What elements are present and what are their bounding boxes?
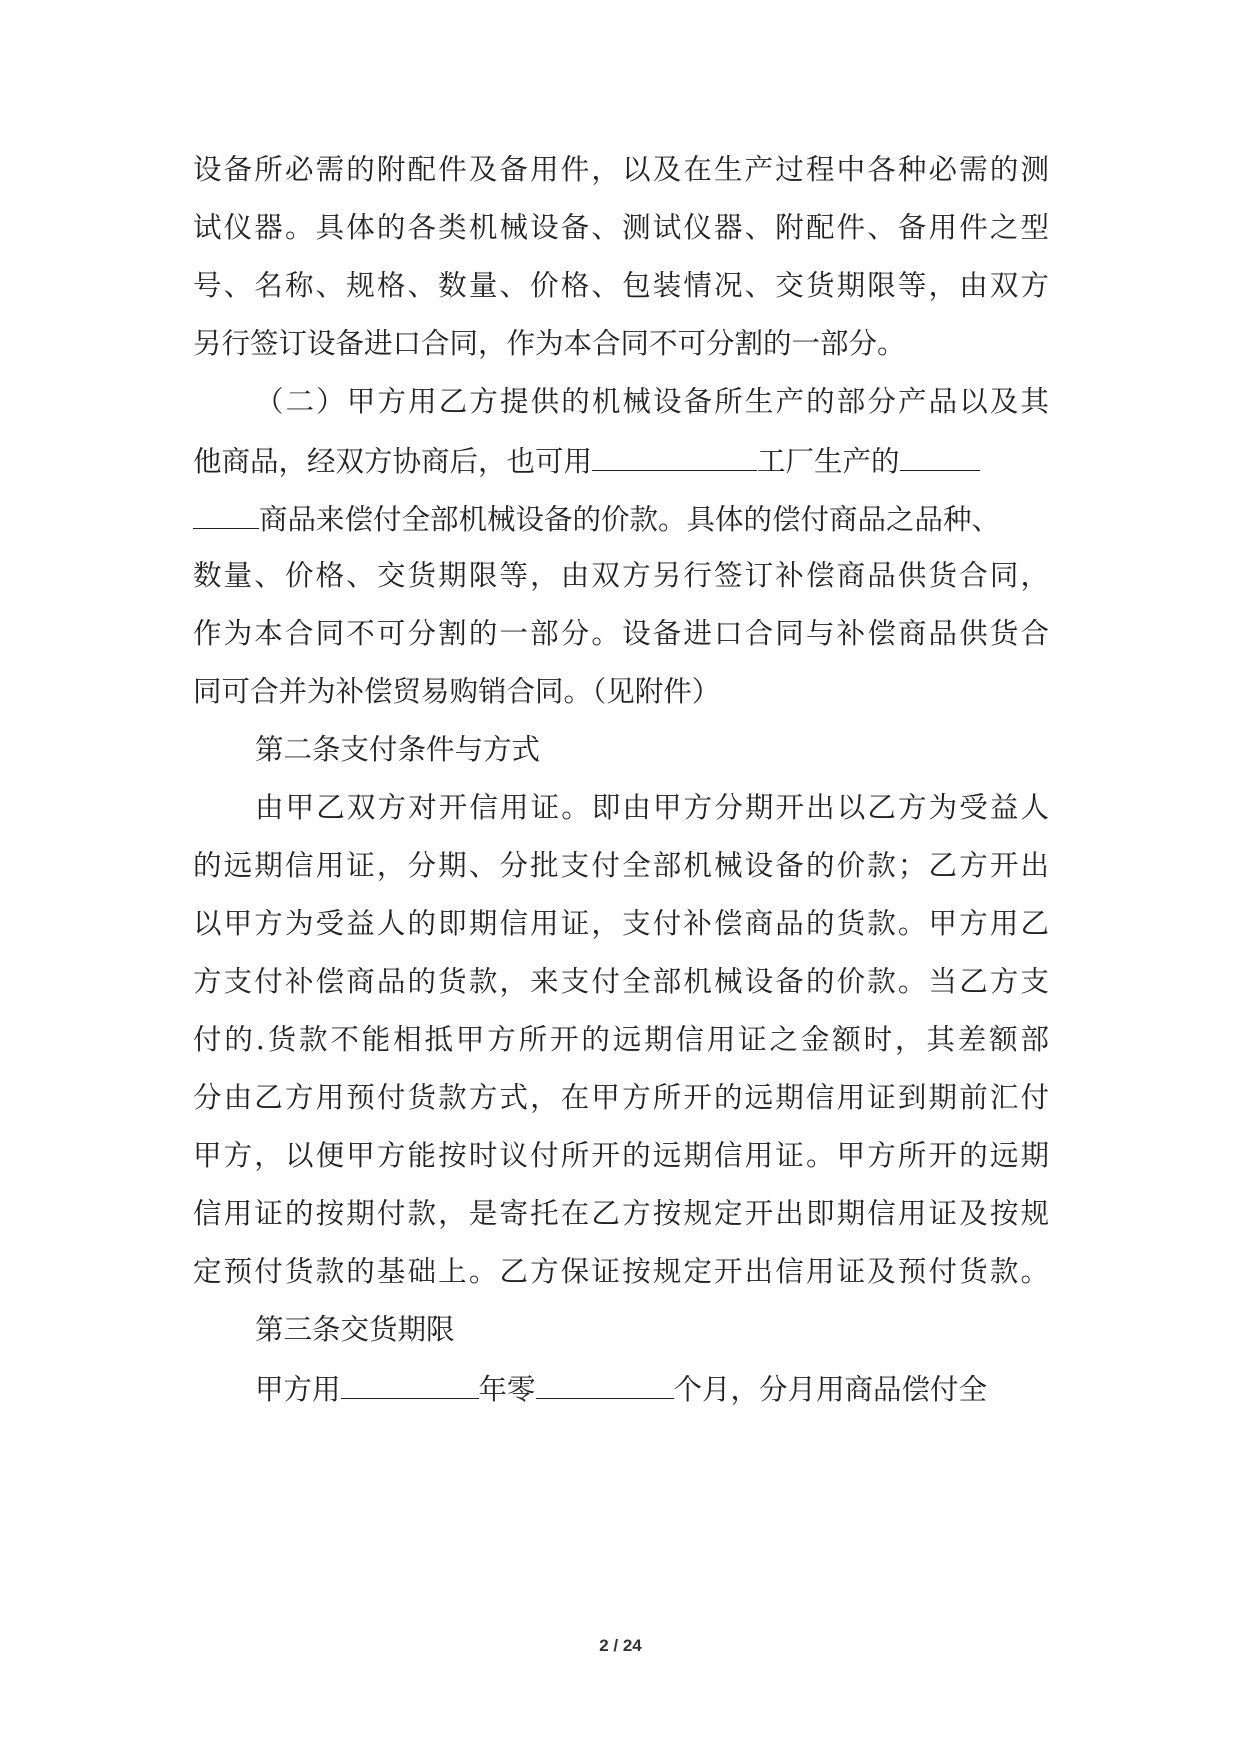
text-segment: 个月，分月用商品偿付全	[673, 1373, 988, 1406]
body-line: 的远期信用证，分期、分批支付全部机械设备的价款；乙方开出	[193, 849, 1049, 882]
fill-in-blank	[341, 1368, 479, 1399]
body-line: 另行签订设备进口合同，作为本合同不可分割的一部分。	[193, 327, 906, 360]
body-line: 方支付补偿商品的货款，来支付全部机械设备的价款。当乙方支	[193, 965, 1049, 998]
body-line: 试仪器。具体的各类机械设备、测试仪器、附配件、备用件之型	[193, 211, 1049, 244]
body-line: 作为本合同不可分割的一部分。设备进口合同与补偿商品供货合	[193, 617, 1049, 650]
text-segment: 商品来偿付全部机械设备的价款。具体的偿付商品之品种、	[259, 503, 1001, 536]
fill-in-blank	[900, 440, 980, 471]
body-line: 定预付货款的基础上。乙方保证按规定开出信用证及预付货款。	[193, 1255, 1049, 1288]
body-line: 付的.货款不能相抵甲方所开的远期信用证之金额时，其差额部	[193, 1023, 1049, 1056]
fill-in-blank	[536, 1368, 674, 1399]
body-line: 以甲方为受益人的即期信用证，支付补偿商品的货款。甲方用乙	[193, 907, 1049, 940]
page-number: 2 / 24	[599, 1636, 642, 1655]
body-line-with-blanks	[193, 440, 1049, 480]
body-line-with-blanks	[193, 1368, 1049, 1408]
body-line-with-blanks	[193, 498, 1049, 538]
text-segment: 工厂生产的	[757, 445, 900, 478]
body-line: 信用证的按期付款，是寄托在乙方按规定开出即期信用证及按规	[193, 1197, 1049, 1230]
body-line: 分由乙方用预付货款方式，在甲方所开的远期信用证到期前汇付	[193, 1081, 1049, 1114]
body-line: 甲方，以便甲方能按时议付所开的远期信用证。甲方所开的远期	[193, 1139, 1049, 1172]
fill-in-blank	[193, 498, 259, 529]
body-line-indented: 由甲乙双方对开信用证。即由甲方分期开出以乙方为受益人	[255, 791, 1049, 824]
body-line-indented: （二）甲方用乙方提供的机械设备所生产的部分产品以及其	[255, 385, 1049, 418]
text-segment: 甲方用	[255, 1373, 341, 1406]
text-segment: 他商品，经双方协商后，也可用	[193, 445, 593, 478]
article-heading: 第三条交货期限	[255, 1313, 455, 1346]
body-line: 号、名称、规格、数量、价格、包装情况、交货期限等，由双方	[193, 269, 1049, 302]
text-segment: 年零	[478, 1373, 536, 1406]
fill-in-blank	[592, 440, 757, 471]
article-heading: 第二条支付条件与方式	[255, 733, 541, 766]
body-line: 同可合并为补偿贸易购销合同。（见附件）	[193, 675, 721, 708]
body-line: 数量、价格、交货期限等，由双方另行签订补偿商品供货合同，	[193, 559, 1049, 592]
body-line: 设备所必需的附配件及备用件，以及在生产过程中各种必需的测	[193, 153, 1049, 186]
